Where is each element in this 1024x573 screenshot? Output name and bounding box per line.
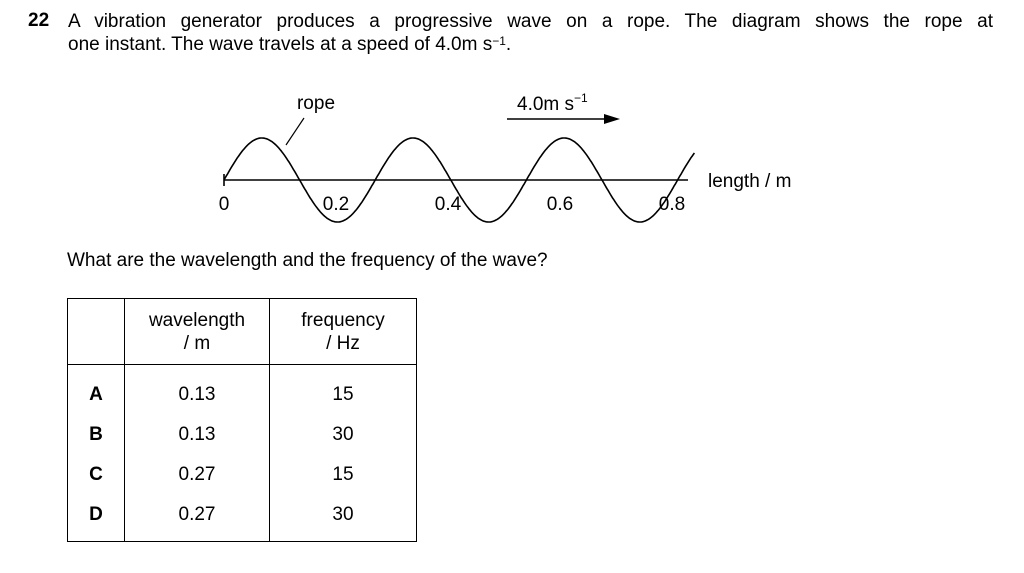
- option-wavelength: 0.13: [125, 415, 270, 455]
- axis-label: length / m: [708, 171, 792, 192]
- wave-diagram: [0, 0, 1024, 250]
- tick-label-0.2: 0.2: [322, 194, 350, 215]
- option-wavelength: 0.27: [125, 455, 270, 495]
- question-prompt: What are the wavelength and the frequency of the wave?: [67, 250, 548, 271]
- question-line-2: one instant. The wave travels at a speed of 4.0m $s^{-1}$.: [68, 34, 512, 55]
- question-line-1: A vibration generator produces a progressive wave on a rope. The diagram shows the rope at: [68, 11, 993, 32]
- speed-label: 4.0m $s^{-1}$: [517, 91, 588, 115]
- option-frequency: 15: [270, 365, 417, 416]
- direction-arrowhead: [604, 114, 620, 124]
- option-frequency: 15: [270, 455, 417, 495]
- answer-table: [67, 298, 417, 542]
- option-letter: C: [68, 455, 125, 495]
- tick-label-0.6: 0.6: [546, 194, 574, 215]
- rope-label: rope: [296, 93, 336, 114]
- option-frequency: 30: [270, 495, 417, 542]
- question-number: 22: [28, 10, 50, 31]
- table-header-row: [68, 299, 417, 365]
- option-frequency: 30: [270, 415, 417, 455]
- header-blank: [68, 299, 125, 365]
- option-row-c[interactable]: [68, 455, 417, 495]
- header-frequency: frequency / Hz: [270, 299, 417, 365]
- option-row-b[interactable]: [68, 415, 417, 455]
- option-wavelength: 0.27: [125, 495, 270, 542]
- tick-label-0.8: 0.8: [658, 194, 686, 215]
- option-letter: D: [68, 495, 125, 542]
- option-row-a[interactable]: [68, 365, 417, 416]
- option-letter: A: [68, 365, 125, 416]
- tick-label-0: 0: [218, 194, 230, 215]
- option-letter: B: [68, 415, 125, 455]
- option-wavelength: 0.13: [125, 365, 270, 416]
- tick-label-0.4: 0.4: [434, 194, 462, 215]
- header-wavelength: wavelength / m: [125, 299, 270, 365]
- option-row-d[interactable]: [68, 495, 417, 542]
- rope-leader-line: [286, 118, 304, 145]
